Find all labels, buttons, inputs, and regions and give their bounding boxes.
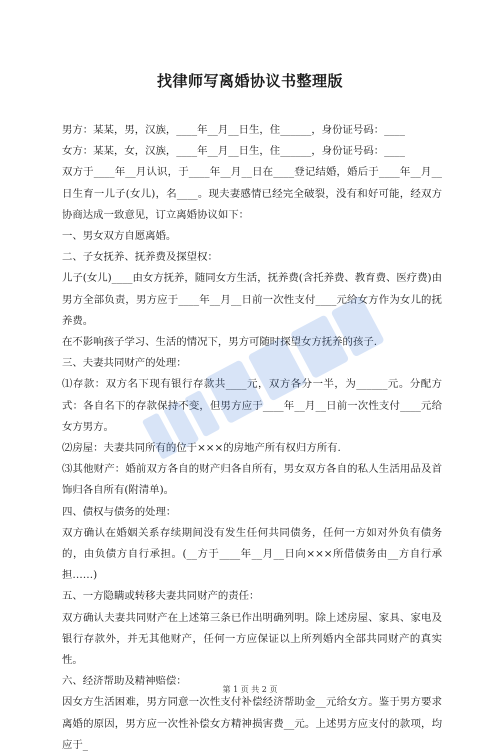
document-body (62, 120, 442, 756)
paragraph-marriage-background: 双方于____年__月认识，于____年__月__日在____登记结婚，婚后于____年__月__日生育一儿子(女儿)，名____。现夫妻感情已经完全破裂，没有和好可能，经双方协商达成一致意见，订立离婚协议如下： (62, 166, 442, 221)
paragraph-other-property: ⑶其他财产：婚前双方各自的财产归各自所有，男女双方各自的私人生活用品及首饰归各自所有(附清单)。 (62, 463, 442, 497)
paragraph-concealment: 双方确认夫妻共同财产在上述第三条已作出明确列明。除上述房屋、家具、家电及银行存款外，并无其他财产，任何一方应保证以上所列婚内全部共同财产的真实性。 (62, 611, 442, 667)
paragraph-deposits: ⑴存款：双方名下现有银行存款共____元，双方各分一半，为______元。分配方式：各自名下的存款保持不变，但男方应于____年__月__日前一次性支付____元给女方男方。 (62, 378, 442, 433)
section-heading-property: 三、夫妻共同财产的处理： (62, 357, 187, 370)
paragraph-male-party: 男方：某某，男，汉族，____年__月__日生，住______，身份证号码：____ (62, 124, 405, 136)
paragraph-compensation: 因女方生活困难，男方同意一次性支付补偿经济帮助金__元给女方。鉴于男方要求离婚的原因，男方应一次性补偿女方精神损害费__元。上述男方应支付的款项，均应于_ (62, 696, 442, 751)
page-footer: 第 1 页 共 2 页 (222, 685, 278, 694)
paragraph-debts: 双方确认在婚姻关系存续期间没有发生任何共同债务，任何一方如对外负有债务的，由负债方自行承担。(__方于____年__月__日向×××所借债务由__方自行承担……) (62, 526, 442, 582)
paragraph-female-party: 女方：某某，女，汉族，____年__月__日生，住______，身份证号码：____ (62, 145, 405, 158)
section-heading-concealment: 五、一方隐瞒或转移夫妻共同财产的责任： (62, 590, 260, 603)
paragraph-child-custody: 儿子(女儿)____由女方抚养，随同女方生活，抚养费(含托养费、教育费、医疗费)由男方全部负责，男方应于____年__月__日前一次性支付____元给女方作为女儿的抚养费。 (62, 272, 442, 327)
document-title: 找律师写离婚协议书整理版 (156, 72, 343, 90)
section-heading-compensation: 六、经济帮助及精神赔偿： (62, 675, 187, 688)
section-heading-divorce: 一、男女双方自愿离婚。 (62, 230, 177, 243)
section-heading-child-support: 二、子女抚养、抚养费及探望权： (62, 251, 218, 264)
paragraph-house: ⑵房屋：夫妻共同所有的位于×××的房地产所有权归方所有. (62, 442, 341, 455)
section-heading-debts: 四、债权与债务的处理： (62, 505, 177, 518)
paragraph-visitation: 在不影响孩子学习、生活的情况下，男方可随时探望女方抚养的孩子. (62, 336, 378, 349)
